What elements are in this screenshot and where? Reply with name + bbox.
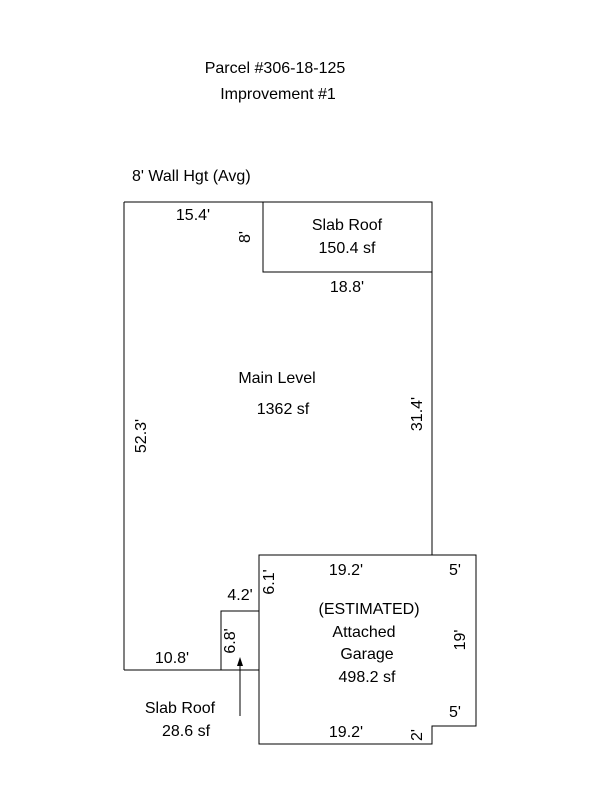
dim-garage-bottom-right-step: 5' bbox=[449, 704, 461, 721]
garage-area: 498.2 sf bbox=[338, 669, 396, 686]
garage-label-line1: Attached bbox=[332, 624, 396, 641]
slab-roof-top-label: Slab Roof bbox=[311, 217, 383, 234]
dim-garage-bottom-notch: 2' bbox=[409, 729, 426, 741]
main-level-area: 1362 sf bbox=[256, 401, 310, 418]
parcel-number: Parcel #306-18-125 bbox=[204, 60, 346, 77]
slab-roof-top-area: 150.4 sf bbox=[318, 240, 376, 257]
dim-garage-step: 6.1' bbox=[261, 569, 278, 595]
dim-small-height: 6.8' bbox=[222, 628, 239, 654]
dim-notch-width: 18.8' bbox=[329, 279, 365, 296]
dim-garage-top: 19.2' bbox=[328, 562, 364, 579]
dim-left-side: 52.3' bbox=[133, 418, 150, 454]
dim-small-top: 4.2' bbox=[227, 587, 253, 604]
main-level-label: Main Level bbox=[238, 370, 316, 387]
slab-roof-bottom-label: Slab Roof bbox=[144, 700, 216, 717]
dim-top-left: 15.4' bbox=[175, 207, 211, 224]
wall-height-label: 8' Wall Hgt (Avg) bbox=[132, 168, 251, 185]
slab-roof-bottom-area: 28.6 sf bbox=[161, 723, 211, 740]
dim-garage-right: 19' bbox=[452, 629, 469, 651]
dim-garage-bottom: 19.2' bbox=[328, 724, 364, 741]
improvement-number: Improvement #1 bbox=[220, 86, 336, 103]
pointer-arrow-head bbox=[237, 657, 243, 666]
dim-garage-top-right: 5' bbox=[449, 562, 461, 579]
dim-right-side: 31.4' bbox=[409, 396, 426, 432]
garage-estimated-note: (ESTIMATED) bbox=[318, 601, 420, 618]
dim-bottom-left: 10.8' bbox=[154, 650, 190, 667]
garage-label-line2: Garage bbox=[340, 646, 394, 663]
slab-roof-top-outline bbox=[263, 202, 432, 272]
dim-notch-height: 8' bbox=[237, 231, 254, 243]
